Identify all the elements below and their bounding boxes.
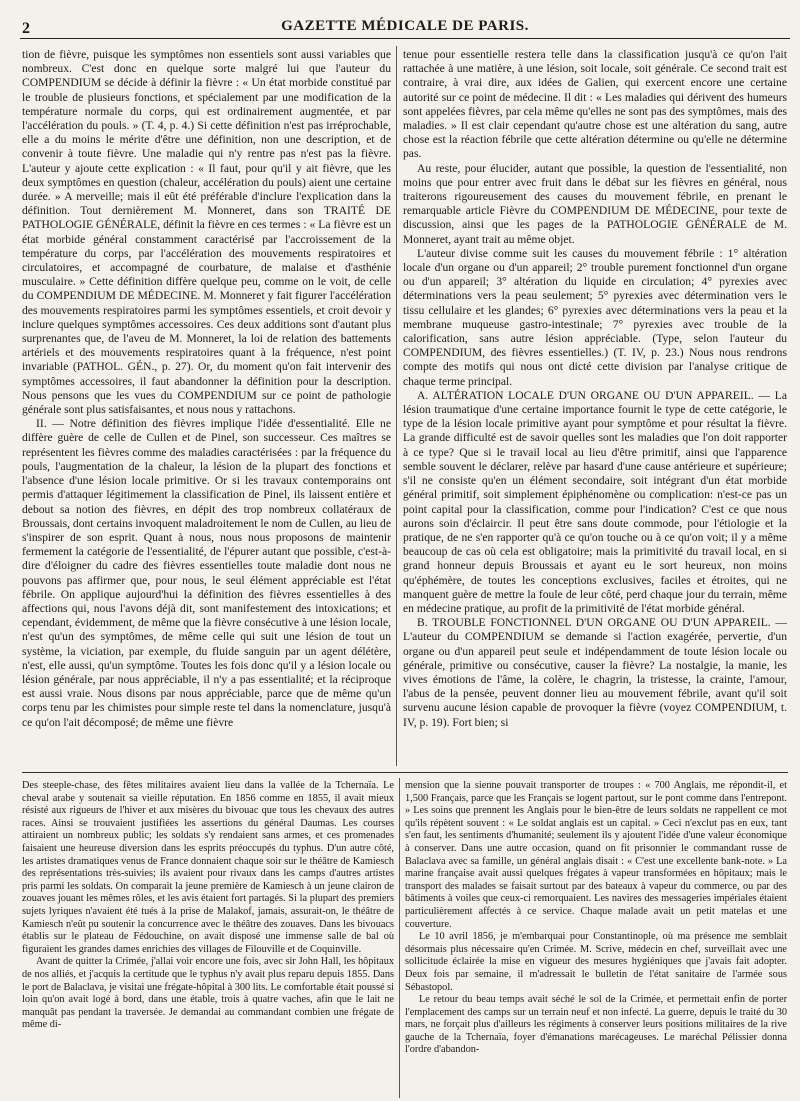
paragraph: L'auteur divise comme suit les causes du mouvement fébrile : 1° altération locale d'un organe ou d'un appareil; 2° trouble purement fonctionnel d'un organe ou d'un appareil; 3° altération du liquide en circulation; 4° pyrexies avec déterminations vers la peau seulement; 5° pyrexies avec détermination vers le tissu cellulaire et les glandes; 6° pyrexies avec déterminations vers la peau et la membrane muqueuse gastro-intestinale; 7° pyrexies avec trouble de la calorification, sans autre lésion appréciable. (Type, selon l'auteur du COMPENDIUM, des fièvres essentielles.) (T. IV, p. 23.) Nous nous rendrons compte des motifs qui nous ont dicté cette division par l'analyse critique de chaque terme principal. — [403, 246, 787, 388]
page-header — [20, 14, 790, 39]
paragraph: II. — Notre définition des fièvres implique l'idée d'essentialité. Elle ne diffère guère de celle de Cullen et de Pinel, son successeur. Ces maîtres se représentent les fièvres comme des maladies caractérisées : par la fréquence du pouls, l'augmentation de la chaleur, la lésion de la plupart des fonctions et l'absence d'une lésion locale primitive. Or si les travaux contemporains ont permis d'attaquer légitimement la classification de Pinel, ils laissent entière et debout sa notion des fièvres, en dépit des trop nombreux collatéraux de Broussais, dont certains invoquent maladroitement le nom de Cullen, au lieu de s'inspirer de son esprit. Quant à nous, nous nous proposons de maintenir fermement la catégorie de l'essentialité, de l'épurer autant que possible, c'est-à-dire d'éloigner du cadre des fièvres essentielles toute maladie dont nous ne pouvons pas affirmer que, pour nous, le seul élément appréciable est l'état fébrile. On applique aujourd'hui la définition des fièvres essentielles à des affections qui, nous l'avons déjà dit, sont manifestement des intoxications; et cependant, évidemment, de même que la fièvre consécutive à une lésion locale, n'est qu'un des symptômes, de même celle qui suit une lésion de tout un système, la viciation, par exemple, du fluide sanguin par un agent délétère, n'est, elle aussi, qu'un symptôme. Toutes les fois donc qu'il y a lésion locale ou lésion générale, par nous appréciable, il n'y a pas essentialité; et la réciproque est aussi vraie. Nous disons par nous appréciable, parce que de même qu'un corps tenu par les chimistes pour simple reste tel dans la nomenclature, jusqu'à ce qu'on l'ait décomposé; de même une fièvre — [22, 417, 391, 729]
paragraph: tenue pour essentielle restera telle dans la classification jusqu'à ce qu'on l'ait rattachée à une matière, à une lésion, soit locale, soit générale. Ce second trait est contraire, à vrai dire, aux idées de Galien, qui exercent encore une certaine autorité sur ce point de médecine. Il dit : « Les maladies qui dérivent des humeurs sont appelées fièvres, par cela même qu'elles ne sont pas des symptômes, mais des maladies. » Il est clair cependant qu'autre chose est une altération du sang, autre chose est la réaction fébrile que cette altération détermine ou qu'elle ne détermine pas. — [403, 48, 787, 161]
paragraph: A. ALTÉRATION LOCALE D'UN ORGANE OU D'UN APPAREIL. — La lésion traumatique d'une certaine importance fournit le type de cette catégorie, le type de la lésion locale primitive ayant pour symptôme et pour résultat la fièvre. La grande difficulté est de savoir quelles sont les maladies que l'on doit rapporter à ce type? Que si le travail local au lieu d'être primitif, ainsi que l'apparence semble souvent le déclarer, relève par hasard d'une cause antérieure et supérieure; s'il ne consiste qu'en un élément secondaire, soit intégrant d'un état morbide général primitif, soit simplement épiphénomène ou complication: n'est-ce pas un point capital pour la classification, comme pour l'indication? C'est ce que nous aurons soin d'éclaircir. Il peut être sans doute commode, pour l'étiologie et la pratique, de ne s'en rapporter qu'à ce qu'on touche ou à ce qu'on voit; il y a même beaucoup de cas où cela est obligatoire; mais la primitivité du travail local, en si grand honneur depuis Broussais et ayant eu le sort heureux, non moins qu'éphémère, de toutes les conceptions exclusives, faciles et étroites, qui ne manquent guère de mettre la foule de leur côté, perd chaque jour du terrain, même en médecine pratique, au profit de la primitivité de l'état morbide général. — [403, 388, 787, 615]
paragraph: Le 10 avril 1856, je m'embarquai pour Constantinople, où ma présence me semblait désormais plus nécessaire qu'en Crimée. M. Scrive, médecin en chef, surveillait avec une sollicitude éclairée la mise en vigueur des mesures hygiéniques que j'avais fait adopter. Deux fois par semaine, il m'adressait le bulletin de l'état sanitaire de l'armée sous Sébastopol. — [405, 931, 787, 993]
feuilleton-column-divider — [399, 778, 400, 1098]
feuilleton-column-left — [22, 780, 394, 1098]
paragraph: Des steeple-chase, des fêtes militaires avaient lieu dans la vallée de la Tchernaïa. Le cheval arabe y soutenait sa vieille réputation. En 1856 comme en 1855, il avait mieux résisté aux rigueurs de l'hiver et aux misères du bivouac que tous les chevaux des autres races. Ainsi se trouvaient justifiées les assertions du général Daumas. Les courses attiraient un nombreux public; les soldats s'y rendaient sans armes, et ces promenades faisaient une heureuse diversion dans les esprits préoccupés du typhus. D'un autre côté, les artistes dramatiques venus de France donnaient chaque soir sur le théâtre de Kamiesch des représentations très-suivies; ils avaient pour rivaux dans les camps d'autres artistes pris parmi les soldats. On comparait la jeune première de Kamiesch à un jeune clairon de zouaves jouant les mêmes rôles, et les avis étaient fort partagés. Si la plupart des premiers sujets lyriques n'avaient été tués à la prise de Malakof, jamais, assurait-on, le théâtre de Kamiesch n'eût pu soutenir la concurrence avec le théâtre des zouaves. Dans les bivouacs établis sur le plateau de Fédouchine, on avait disposé une immense salle de bal où figuraient les grandes dames enrichies des villages de Filouville et de Coquinville. — [22, 780, 394, 955]
feuilleton-column-right — [405, 780, 787, 1098]
running-title: GAZETTE MÉDICALE DE PARIS. — [281, 18, 529, 34]
paragraph: tion de fièvre, puisque les symptômes non essentiels sont aussi variables que nombreux. C'est donc en quelque sorte malgré lui que l'auteur du COMPENDIUM se décide à définir la fièvre : « Un état morbide constitué par le trouble de plusieurs fonctions, et spécialement par une modification de la température normale du corps, qui est ordinairement augmentée, et par l'accélération du pouls. » (T. 4, p. 4.) Si cette définition n'est pas irréprochable, elle a du moins le mérite d'être une définition, non une description, et de convenir à toute fièvre. Une maladie qui n'y rentre pas n'est pas la fièvre. L'auteur y ajoute cette explication : « Il faut, pour qu'il y ait fièvre, que les deux symptômes en question (chaleur, accélération du pouls) aient une certaine durée. » A merveille; mais il eût été préférable d'inclure l'explication dans la définition. Tout dernièrement M. Monneret, dans son TRAITÉ DE PATHOLOGIE GÉNÉRALE, définit la fièvre en ces termes : « La fièvre est un état morbide général constamment caractérisé par l'accroissement de la température du corps, par l'accélération des mouvements respiratoires et circulatoires, et accompagné de courbature, de malaise et d'asthénie musculaire. » Cette définition diffère quelque peu, comme on le voit, de celle du COMPENDIUM DE MÉDECINE. M. Monneret y fait figurer l'accélération des mouvements respiratoires parmi les symptômes essentiels, et croit devoir y inclure quelques symptômes accessoires. Ces deux additions sont d'autant plus surprenantes que, de l'aveu de M. Monneret, la loi de relation des battements artériels et des mouvements respiratoires quant à la fréquence, n'est point invariable (PATHOL. GÉN., p. 27). Or, du moment qu'on fait intervenir des symptômes accessoires, il faut abandonner la définition pour la description. Nous pensons que les vues du COMPENDIUM sur ce point de pathologie générale sont plus satisfaisantes, et nous nous y rattachons. — [22, 48, 391, 417]
paragraph: mension que la sienne pouvait transporter de troupes : « 700 Anglais, me répondit-il, et 1,500 Français, parce que les Français se logent partout, sur le pont comme dans l'entrepont. » Les soins que prennent les Anglais pour le bien-être de leurs soldats ne rappellent ce mot qu'ils répètent souvent : « Le soldat anglais est un capital. » Ceci n'exclut pas en eux, tant s'en faut, les sentiments d'humanité; seulement ils y ajoutent l'idée d'une valeur économique à conserver. Dans une autre occasion, quand on fit prisonnier le commandant russe de Balaclava avec sa famille, un général anglais disait : « C'est une excellente bank-note. » La marine française avait aussi quelques frégates à vapeur transformées en hôpitaux; mais le transport des malades se faisait surtout par des bateaux à vapeur du commerce, ou par des bâtiments à voiles que ceux-ci remorquaient. Les navires des messageries impériales étaient particulièrement affectés à ce service. Chaque malade avait un petit matelas et une couverture. — [405, 780, 787, 930]
paragraph: Avant de quitter la Crimée, j'allai voir encore une fois, avec sir John Hall, les hôpitaux de nos alliés, et j'acquis la certitude que le typhus n'y avait plus reparu depuis 1855. Dans le port de Balaclava, je visitai une frégate-hôpital à 300 lits. Le comfortable était poussé si loin qu'on avait logé à bord, dans une étable, trois à quatre vaches, afin que le lait ne manquât pas pendant la traversée. Je demandai au commandant combien une frégate de même di- — [22, 956, 394, 1031]
feuilleton-divider — [22, 772, 788, 773]
paragraph: B. TROUBLE FONCTIONNEL D'UN ORGANE OU D'UN APPAREIL. — L'auteur du COMPENDIUM se demande si l'action exagérée, pervertie, d'un organe ou d'un appareil peut seule et indépendamment de toute lésion locale ou générale, primitive ou consécutive, causer la fièvre? La nostalgie, la manie, les vives émotions de l'âme, la colère, le chagrin, la tristesse, la crainte, l'amour, l'abus de la pensée, peuvent donner lieu au mouvement fébrile, avant qu'il soit survenu aucune lésion capable de provoquer la fièvre (voyez COMPENDIUM, t. IV, p. 19). Fort bien; si — [403, 616, 787, 729]
article-column-right — [403, 48, 787, 766]
page-number: 2 — [22, 20, 30, 37]
column-divider — [396, 46, 397, 766]
paragraph: Au reste, pour élucider, autant que possible, la question de l'essentialité, non moins que pour entrer avec fruit dans le débat sur les fièvres en général, nous traiterons rigoureusement des causes du mouvement fébrile, en prenant le remarquable article Fièvre du COMPENDIUM DE MÉDECINE, pour texte de discussion, ainsi que les pages de la PATHOLOGIE GÉNÉRALE de M. Monneret, ayant trait au même objet. — [403, 161, 787, 246]
paragraph: Le retour du beau temps avait séché le sol de la Crimée, et permettait enfin de porter l'emplacement des camps sur un terrain neuf et non infecté. La guerre, depuis le traité du 30 mars, ne forçait plus d'ailleurs les régiments à conserver leurs positions militaires de la rive gauche de la Tchernaïa, foyer d'émanations marécageuses. Le maréchal Pélissier donna l'ordre d'abandon- — [405, 994, 787, 1056]
article-column-left — [22, 48, 391, 766]
